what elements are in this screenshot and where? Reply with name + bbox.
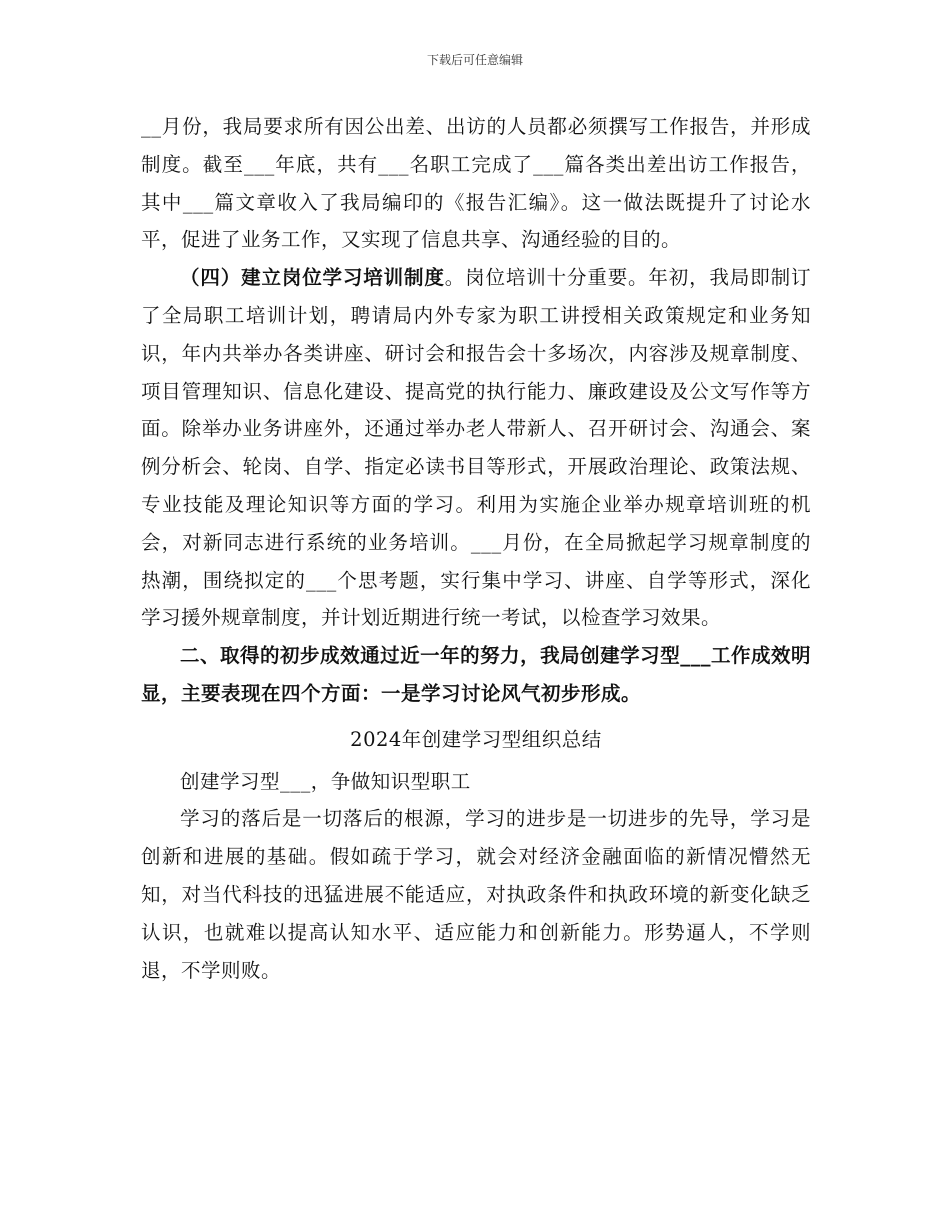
- section-heading-training: （四）建立岗位学习培训制度: [180, 266, 445, 290]
- paragraph-initial-results: 二、取得的初步成效通过近一年的努力，我局创建学习型___工作成效明显，主要表现在四个方面：一是学习讨论风气初步形成。: [141, 644, 811, 705]
- paragraph-subtitle: 创建学习型___，争做知识型职工: [180, 769, 471, 793]
- page-header: 下载后可任意编辑: [426, 53, 523, 67]
- document-title: 2024年创建学习型组织总结: [350, 727, 602, 751]
- paragraph-learning-importance: 学习的落后是一切落后的根源，学习的进步是一切进步的先导，学习是创新和进展的基础。假如疏于学习，就会对经济金融面临的新情况懵然无知，对当代科技的迅猛进展不能适应，对执政条件和执政环境的新变化缺乏认识，也就难以提高认知水平、适应能力和创新能力。形势逼人，不学则退，不学则败。: [141, 807, 811, 982]
- paragraph-training-system: [141, 259, 811, 637]
- document-body: [141, 108, 811, 989]
- paragraph-training-body: 。岗位培训十分重要。年初，我局即制订了全局职工培训计划，聘请局内外专家为职工讲授相关政策规定和业务知识，年内共举办各类讲座、研讨会和报告会十多场次，内容涉及规章制度、项目管理知识、信息化建设、提高党的执行能力、廉政建设及公文写作等方面。除举办业务讲座外，还通过举办老人带新人、召开研讨会、沟通会、案例分析会、轮岗、自学、指定必读书目等形式，开展政治理论、政策法规、专业技能及理论知识等方面的学习。利用为实施企业举办规章培训班的机会，对新同志进行系统的业务培训。___月份，在全局掀起学习规章制度的热潮，围绕拟定的___个思考题，实行集中学习、讲座、自学等形式，深化学习援外规章制度，并计划近期进行统一考试，以检查学习效果。: [141, 266, 811, 630]
- paragraph-report-system: __月份，我局要求所有因公出差、出访的人员都必须撰写工作报告，并形成制度。截至___年底，共有___名职工完成了___篇各类出差出访工作报告，其中___篇文章收入了我局编印的《报告汇编》。这一做法既提升了讨论水平，促进了业务工作，又实现了信息共享、沟通经验的目的。: [141, 115, 811, 252]
